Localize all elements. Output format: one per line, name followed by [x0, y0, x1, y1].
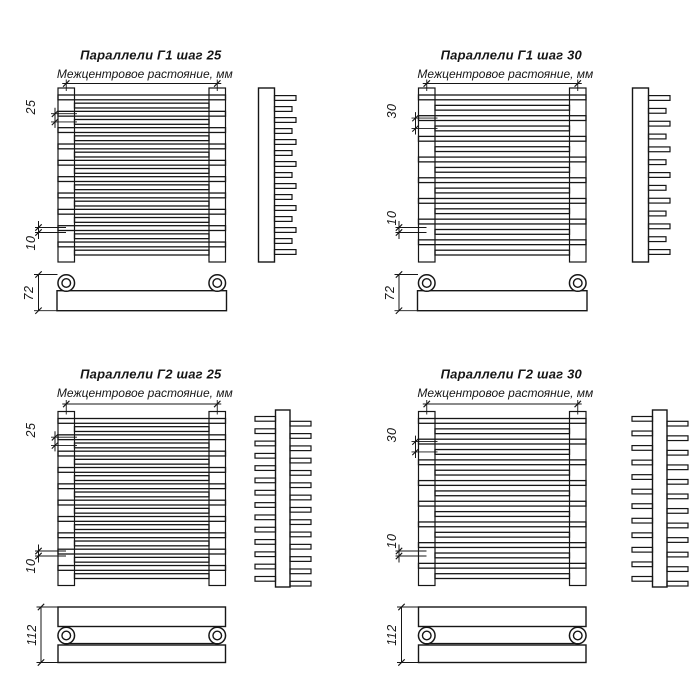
depth-dimension-label: 72	[22, 285, 36, 301]
side-tube-end	[275, 96, 297, 101]
tube	[75, 508, 210, 513]
tube	[75, 541, 210, 546]
side-tube-end-left	[632, 533, 653, 538]
side-tube-end-right	[667, 581, 688, 586]
tube	[58, 419, 226, 424]
bottom-front-tube-bank	[58, 607, 226, 627]
side-tube-end-right	[667, 538, 688, 543]
side-tube-end	[649, 224, 671, 229]
side-tube-end-left	[632, 475, 653, 480]
diagram-title-g2-30: Параллели Г2 шаг 30	[440, 366, 582, 382]
pipe-circle-inner	[62, 631, 71, 640]
side-tube-end-left	[632, 577, 653, 582]
side-tube-end-right	[667, 421, 688, 426]
pipe-circle-inner	[213, 631, 222, 640]
tube	[419, 157, 587, 162]
side-tube-end	[649, 108, 667, 113]
side-tube-end-left	[632, 562, 653, 567]
side-tube-end-right	[290, 581, 311, 586]
step-dimension-label: 25	[24, 422, 38, 438]
tube	[419, 240, 587, 245]
tube	[435, 429, 570, 434]
side-tube-end-left	[255, 552, 276, 557]
tube-gap-dimension-label: 10	[384, 533, 399, 549]
side-tube-end	[275, 239, 293, 244]
side-tube-end	[649, 160, 667, 165]
side-tube-end-right	[667, 552, 688, 557]
tube	[75, 152, 210, 157]
tube	[435, 450, 570, 455]
tube-gap-dimension-label: 10	[24, 235, 38, 250]
side-tube-end	[275, 140, 297, 145]
side-tube-end-right	[667, 567, 688, 572]
side-tube-end	[275, 107, 293, 112]
side-tube-end	[275, 129, 293, 134]
side-tube-end	[649, 147, 671, 152]
tube	[419, 136, 587, 141]
side-tube-end-left	[255, 417, 276, 422]
tube	[58, 533, 226, 538]
diagram-title-g1-30: Параллели Г1 шаг 30	[440, 47, 582, 63]
side-tube-end-right	[290, 458, 311, 463]
side-tube-end-left	[255, 527, 276, 532]
tube	[435, 470, 570, 475]
side-tube-end-left	[255, 564, 276, 569]
tube	[75, 459, 210, 464]
side-tube-end	[275, 206, 297, 211]
tube	[75, 234, 210, 239]
side-tube-end-right	[290, 495, 311, 500]
tube	[75, 120, 210, 125]
side-tube-end-right	[667, 494, 688, 499]
side-tube-end-left	[632, 547, 653, 552]
tube	[58, 177, 226, 182]
tube	[435, 167, 570, 172]
tube	[58, 144, 226, 149]
tube	[419, 481, 587, 486]
tube	[58, 193, 226, 198]
side-tube-end-right	[667, 465, 688, 470]
side-tube-end-left	[632, 489, 653, 494]
step-dimension-label: 25	[24, 99, 38, 115]
pipe-circle-inner	[213, 279, 222, 288]
side-tube-end-right	[290, 520, 311, 525]
tube	[435, 126, 570, 131]
bottom-back-tube-bank	[419, 645, 587, 663]
tube	[419, 198, 587, 203]
pipe-circle-inner	[422, 631, 431, 640]
tube	[75, 250, 210, 255]
step-dimension-label: 30	[384, 103, 399, 119]
right-riser	[570, 412, 587, 586]
tube	[419, 95, 587, 100]
tube	[419, 419, 587, 424]
diagram-subtitle-g2-25: Межцентровое растояние, мм	[56, 386, 233, 400]
tube	[58, 128, 226, 133]
tube	[435, 574, 570, 579]
side-tube-end-right	[667, 450, 688, 455]
tube	[58, 451, 226, 456]
side-tube-end-right	[667, 479, 688, 484]
bottom-front-tube-bank	[419, 607, 587, 627]
tube	[435, 553, 570, 558]
depth-dimension-label: 112	[385, 624, 399, 646]
tube	[75, 136, 210, 141]
side-profile-bar	[653, 410, 668, 587]
side-tube-end-right	[290, 421, 311, 426]
side-tube-end-left	[632, 460, 653, 465]
tube	[419, 116, 587, 121]
diagram-subtitle-g1-30: Межцентровое растояние, мм	[417, 67, 594, 81]
side-tube-end-right	[290, 434, 311, 439]
side-tube-end	[275, 162, 297, 167]
tube	[419, 219, 587, 224]
step-dimension-label: 30	[384, 427, 399, 443]
side-tube-end-left	[255, 515, 276, 520]
tube	[58, 111, 226, 116]
side-tube-end-left	[255, 466, 276, 471]
tube	[58, 500, 226, 505]
tube	[419, 543, 587, 548]
right-riser	[209, 412, 226, 586]
tube	[435, 188, 570, 193]
side-tube-end	[649, 96, 671, 101]
side-tube-end-left	[632, 417, 653, 422]
side-tube-end	[649, 198, 671, 203]
side-tube-end	[275, 250, 297, 255]
side-tube-end	[275, 217, 293, 222]
pipe-circle-inner	[422, 279, 431, 288]
depth-dimension-label: 72	[382, 285, 397, 301]
depth-dimension-label: 112	[24, 624, 39, 646]
side-tube-end	[649, 134, 667, 139]
side-tube-end	[649, 237, 667, 242]
side-tube-end-left	[255, 577, 276, 582]
side-tube-end-left	[255, 478, 276, 483]
side-tube-end-right	[290, 569, 311, 574]
side-tube-end-right	[667, 509, 688, 514]
side-tube-end-left	[632, 504, 653, 509]
tube	[419, 460, 587, 465]
tube-gap-dimension-label: 10	[384, 210, 399, 225]
tube	[58, 242, 226, 247]
bottom-collector-slab	[418, 291, 588, 311]
side-tube-end	[275, 151, 293, 156]
tube	[419, 439, 587, 444]
tube	[75, 443, 210, 448]
tube	[75, 525, 210, 530]
tube	[435, 209, 570, 214]
tube	[75, 169, 210, 174]
side-tube-end-right	[290, 544, 311, 549]
left-riser	[419, 412, 436, 586]
tube	[58, 468, 226, 473]
tube	[58, 160, 226, 165]
side-tube-end-right	[290, 471, 311, 476]
tube	[58, 95, 226, 100]
tube	[75, 427, 210, 432]
tube	[419, 522, 587, 527]
side-tube-end	[649, 211, 667, 216]
left-riser	[419, 88, 436, 262]
tube	[435, 250, 570, 255]
tube	[58, 549, 226, 554]
tube	[435, 147, 570, 152]
side-tube-end-left	[255, 503, 276, 508]
tube	[435, 105, 570, 110]
tube-gap-dimension-label: 10	[24, 558, 38, 574]
tube	[75, 492, 210, 497]
side-tube-end-left	[255, 453, 276, 458]
side-tube-end-right	[290, 557, 311, 562]
side-tube-end-left	[255, 441, 276, 446]
right-riser	[570, 88, 587, 262]
pipe-circle-inner	[573, 631, 582, 640]
side-tube-end	[275, 195, 293, 200]
tube	[435, 532, 570, 537]
side-tube-end	[275, 228, 297, 233]
side-tube-end	[649, 173, 671, 178]
side-tube-end	[275, 118, 297, 123]
side-tube-end-left	[632, 518, 653, 523]
tube	[75, 574, 210, 579]
tube	[58, 484, 226, 489]
tube	[75, 103, 210, 108]
diagram-subtitle-g2-30: Межцентровое растояние, мм	[417, 386, 594, 400]
diagram-title-g1-25: Параллели Г1 шаг 25	[80, 47, 222, 63]
tube	[419, 563, 587, 568]
right-riser	[209, 88, 226, 262]
side-tube-end-left	[255, 540, 276, 545]
diagram-subtitle-g1-25: Межцентровое растояние, мм	[56, 67, 233, 81]
tube	[75, 557, 210, 562]
tube	[419, 178, 587, 183]
side-tube-end	[649, 250, 671, 255]
bottom-collector-slab	[57, 291, 227, 311]
tube	[435, 512, 570, 517]
side-tube-end-right	[290, 446, 311, 451]
side-tube-end-right	[290, 507, 311, 512]
side-tube-end-right	[667, 436, 688, 441]
side-tube-end	[275, 173, 293, 178]
side-tube-end-right	[290, 532, 311, 537]
tube	[58, 435, 226, 440]
side-profile-bar	[633, 88, 649, 262]
side-tube-end	[649, 185, 667, 190]
side-tube-end-left	[632, 446, 653, 451]
tube	[58, 226, 226, 231]
side-tube-end-left	[255, 490, 276, 495]
tube	[419, 501, 587, 506]
tube	[75, 218, 210, 223]
side-tube-end	[649, 121, 671, 126]
tube	[58, 209, 226, 214]
side-profile-bar	[259, 88, 275, 262]
side-tube-end-right	[667, 523, 688, 528]
side-tube-end	[275, 184, 297, 189]
tube	[75, 476, 210, 481]
side-tube-end-left	[632, 431, 653, 436]
side-tube-end-left	[255, 429, 276, 434]
tube	[58, 517, 226, 522]
tube	[58, 566, 226, 571]
tube	[435, 491, 570, 496]
bottom-back-tube-bank	[58, 645, 226, 663]
tube	[435, 230, 570, 235]
diagram-title-g2-25: Параллели Г2 шаг 25	[80, 366, 222, 382]
side-tube-end-right	[290, 483, 311, 488]
side-profile-bar	[276, 410, 291, 587]
tube	[75, 185, 210, 190]
pipe-circle-inner	[573, 279, 582, 288]
tube	[75, 201, 210, 206]
pipe-circle-inner	[62, 279, 71, 288]
